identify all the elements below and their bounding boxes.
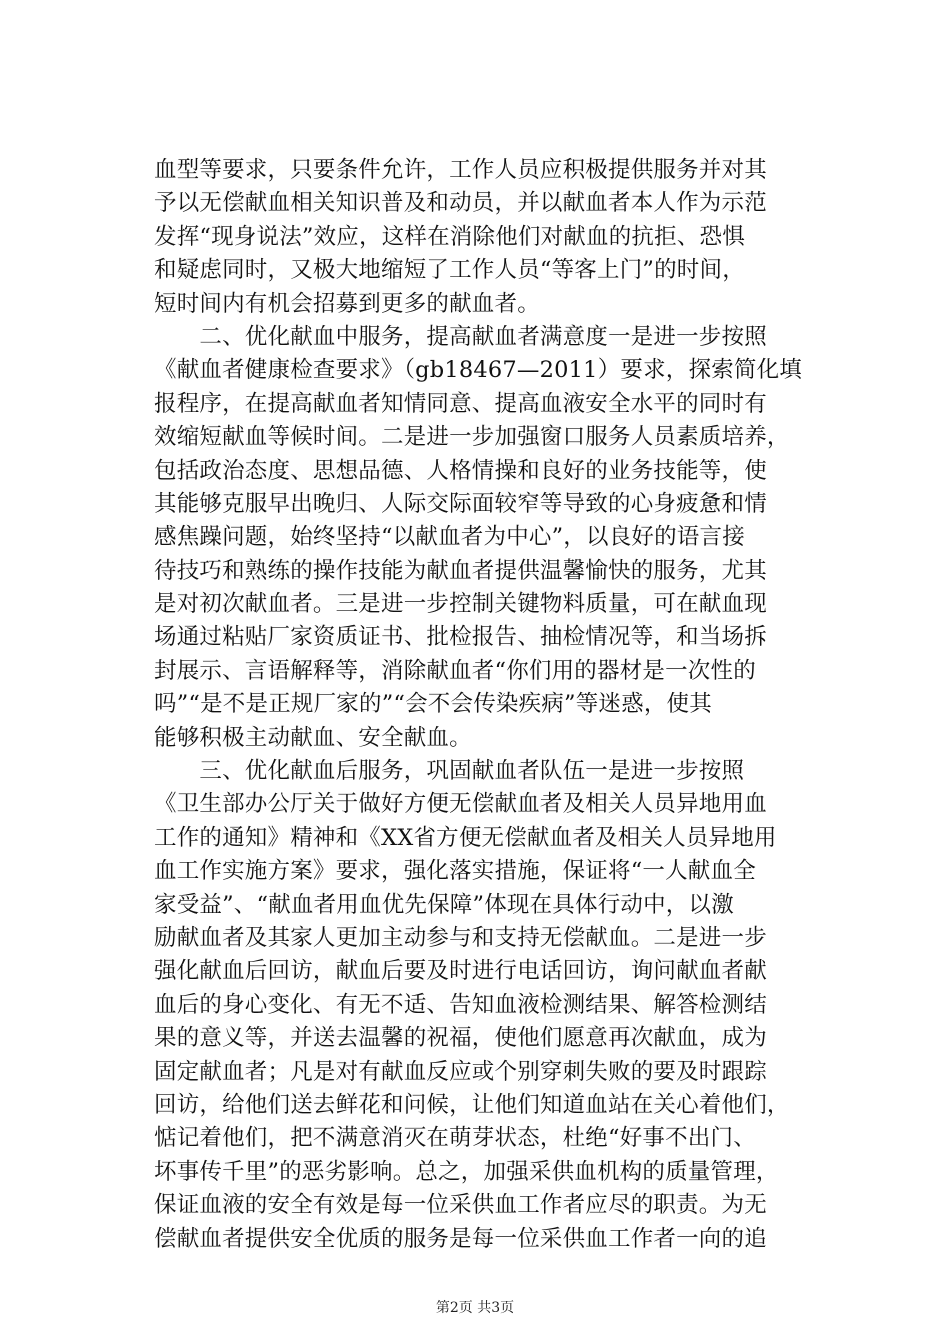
text-line: 保证血液的安全有效是每一位采供血工作者应尽的职责。为无 — [154, 1192, 767, 1219]
text-line: 包括政治态度、思想品德、人格情操和良好的业务技能等，使 — [154, 457, 767, 484]
text-line: 短时间内有机会招募到更多的献血者。 — [154, 290, 540, 317]
text-line: 吗”“是不是正规厂家的”“会不会传染疾病”等迷惑，使其 — [154, 691, 712, 718]
text-line: 回访，给他们送去鲜花和问候，让他们知道血站在关心着他们， — [154, 1091, 790, 1118]
text-line: 坏事传千里”的恶劣影响。总之，加强采供血机构的质量管理， — [154, 1158, 779, 1185]
text-line: 是对初次献血者。三是进一步控制关键物料质量，可在献血现 — [154, 591, 767, 618]
text-line: 予以无偿献血相关知识普及和动员，并以献血者本人作为示范 — [154, 190, 767, 217]
text-line: 《献血者健康检查要求》（gb18467—2011）要求，探索简化填 — [154, 357, 802, 384]
text-line: 和疑虑同时，又极大地缩短了工作人员“等客上门”的时间， — [154, 257, 745, 284]
text-line: 固定献血者；凡是对有献血反应或个别穿刺失败的要及时跟踪 — [154, 1058, 767, 1085]
text-line: 能够积极主动献血、安全献血。 — [154, 724, 472, 751]
text-line: 感焦躁问题，始终坚持“以献血者为中心”，以良好的语言接 — [154, 524, 745, 551]
text-line: 果的意义等，并送去温馨的祝福，使他们愿意再次献血，成为 — [154, 1025, 767, 1052]
text-line: 血后的身心变化、有无不适、告知血液检测结果、解答检测结 — [154, 991, 767, 1018]
text-line: 血工作实施方案》要求，强化落实措施，保证将“一人献血全 — [154, 858, 756, 885]
text-line: 报程序，在提高献血者知情同意、提高血液安全水平的同时有 — [154, 390, 767, 417]
text-line: 强化献血后回访，献血后要及时进行电话回访，询问献血者献 — [154, 958, 767, 985]
text-line: 家受益”、“献血者用血优先保障”体现在具体行动中，以激 — [154, 891, 734, 918]
text-line: 待技巧和熟练的操作技能为献血者提供温馨愉快的服务，尤其 — [154, 557, 767, 584]
text-line: 《卫生部办公厅关于做好方便无偿献血者及相关人员异地用血 — [154, 791, 767, 818]
text-line: 效缩短献血等候时间。二是进一步加强窗口服务人员素质培养， — [154, 424, 790, 451]
text-line: 血型等要求，只要条件允许，工作人员应积极提供服务并对其 — [154, 157, 767, 183]
text-line: 惦记着他们，把不满意消灭在萌芽状态，杜绝“好事不出门、 — [154, 1125, 756, 1152]
text-line: 发挥“现身说法”效应，这样在消除他们对献血的抗拒、恐惧 — [154, 223, 745, 250]
text-line: 其能够克服早出晚归、人际交际面较窄等导致的心身疲惫和情 — [154, 490, 767, 517]
document-body — [154, 154, 814, 1256]
text-line: 偿献血者提供安全优质的服务是每一位采供血工作者一向的追 — [154, 1225, 767, 1252]
text-line: 工作的通知》精神和《XX省方便无偿献血者及相关人员异地用 — [154, 824, 777, 851]
page-footer: 第2页 共3页 — [435, 1300, 515, 1316]
text-line: 励献血者及其家人更加主动参与和支持无偿献血。二是进一步 — [154, 924, 767, 951]
text-line: 三、优化献血后服务，巩固献血者队伍一是进一步按照 — [154, 758, 745, 785]
text-line: 封展示、言语解释等，消除献血者“你们用的器材是一次性的 — [154, 657, 756, 684]
text-line: 场通过粘贴厂家资质证书、批检报告、抽检情况等，和当场拆 — [154, 624, 767, 651]
text-line: 二、优化献血中服务，提高献血者满意度一是进一步按照 — [154, 323, 767, 350]
